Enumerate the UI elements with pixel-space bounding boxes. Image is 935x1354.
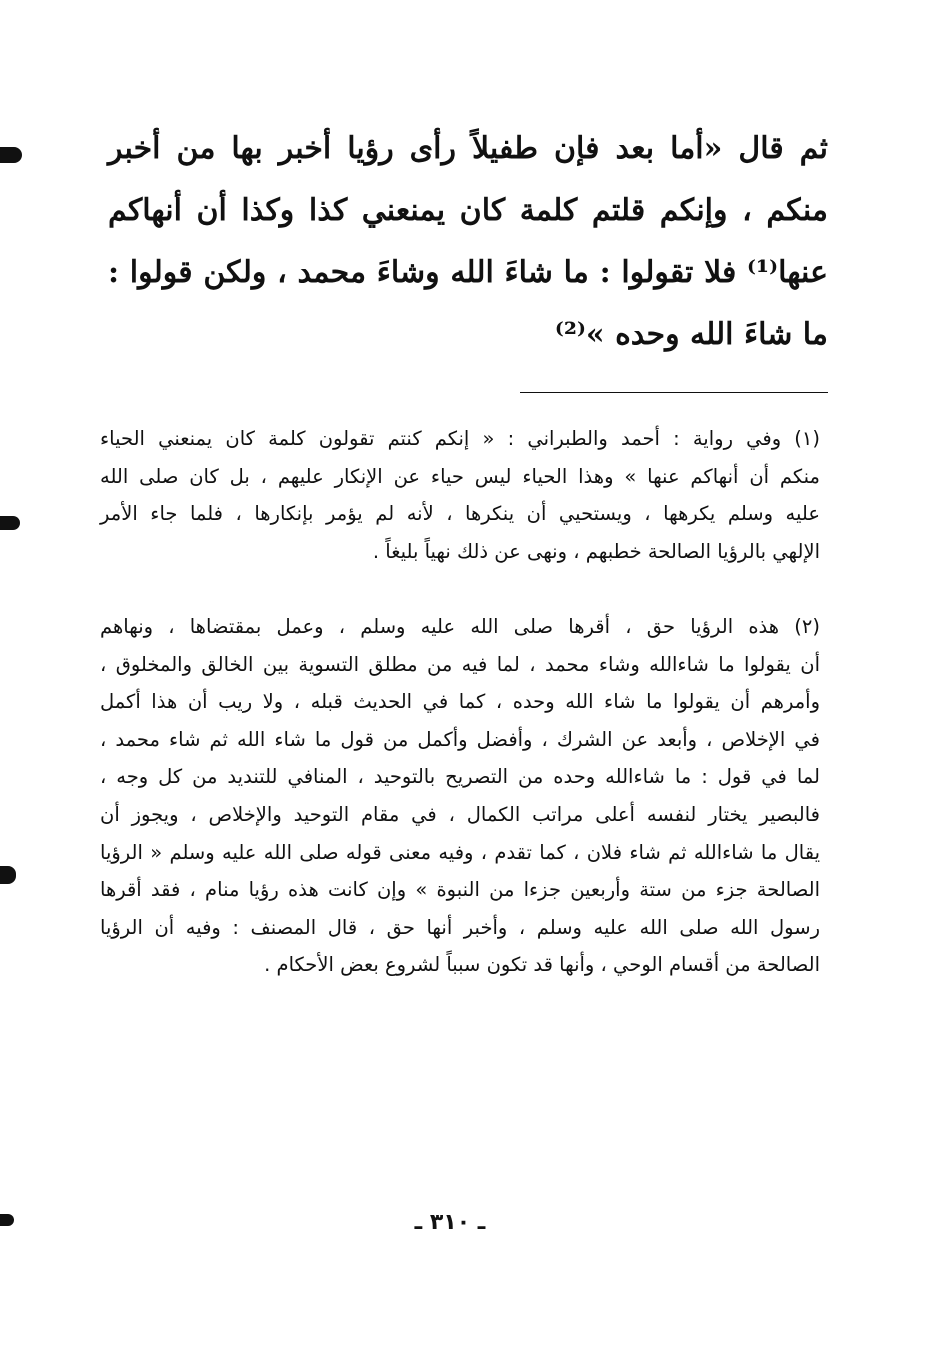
main-text-line: عنها⁽¹⁾ فلا تقولوا : ما شاءَ الله وشاءَ محمد ، ولكن قولوا : [108,255,828,290]
page-number: ـ ٣١٠ ـ [414,1210,486,1235]
scan-edge-mark [0,147,22,163]
footnote-line: الصالحة من أقسام الوحي ، وأنها قد تكون سبباً لشروع بعض الأحكام . [264,953,820,977]
scan-edge-mark [0,1214,14,1226]
scan-edge-mark [0,866,16,884]
main-text-line: منكم ، وإنكم قلتم كلمة كان يمنعني كذا وكذا أن أنهاكم [108,193,828,228]
footnote-line: يقال ما شاءالله ثم شاء فلان ، كما تقدم ، وفيه معنى قوله صلى الله عليه وسلم « الرؤيا [100,840,820,864]
main-text-line: ثم قال «أما بعد فإن طفيلاً رأى رؤيا أخبر بها من أخبر [108,131,828,166]
footnote-2 [100,608,820,984]
footnote-line: رسول الله صلى الله عليه وسلم ، وأخبر أنها حق ، قال المصنف : وفيه أن الرؤيا [100,915,820,939]
footnote-line: منكم أن أنهاكم عنها » وهذا الحياء ليس حياء عن الإنكار عليهم ، بل كان صلى الله [100,464,820,488]
footnote-line: (١) وفي رواية : أحمد والطبراني : « إنكم كنتم تقولون كلمة كان يمنعني الحياء [100,427,820,450]
main-text-line: ما شاءَ الله وحده »⁽²⁾ [554,317,828,352]
main-hadith-text [108,118,828,366]
footnote-line: لما في قول : ما شاءالله وحده من التصريح بالتوحيد ، المنافي للتنديد من كل وجه ، [100,765,820,789]
footnote-line: الإلهي بالرؤيا الصالحة خطبهم ، ونهى عن ذلك نهياً بليغاً . [372,539,820,563]
footnote-line: (٢) هذه الرؤيا حق ، أقرها صلى الله عليه وسلم ، وعمل بمقتضاها ، ونهاهم [100,615,820,638]
footnote-divider [520,392,828,393]
footnote-line: في الإخلاص ، وأبعد عن الشرك ، وأفضل وأكمل من قول ما شاء الله ثم شاء محمد ، [100,727,820,751]
footnote-line: أن يقولوا ما شاءالله وشاء محمد ، لما فيه من مطلق التسوية بين الخالق والمخلوق ، [100,652,820,676]
scan-edge-mark [0,516,20,530]
footnote-line: وأمرهم أن يقولوا ما شاء الله وحده ، كما في الحديث قبله ، ولا ريب أن هذا أكمل [100,690,820,714]
footnote-line: عليه وسلم يكرهها ، ويستحيي أن ينكرها ، لأنه لم يؤمر بإنكارها ، فلما جاء الأمر [100,502,820,526]
footnote-line: الصالحة جزء من ستة وأربعين جزءا من النبوة » وإن كانت هذه رؤيا منام ، فقد أقرها [100,878,820,902]
footnote-line: فالبصير يختار لنفسه أعلى مراتب الكمال ، في مقام التوحيد والإخلاص ، ويجوز أن [100,802,820,826]
footnote-1 [100,420,820,570]
